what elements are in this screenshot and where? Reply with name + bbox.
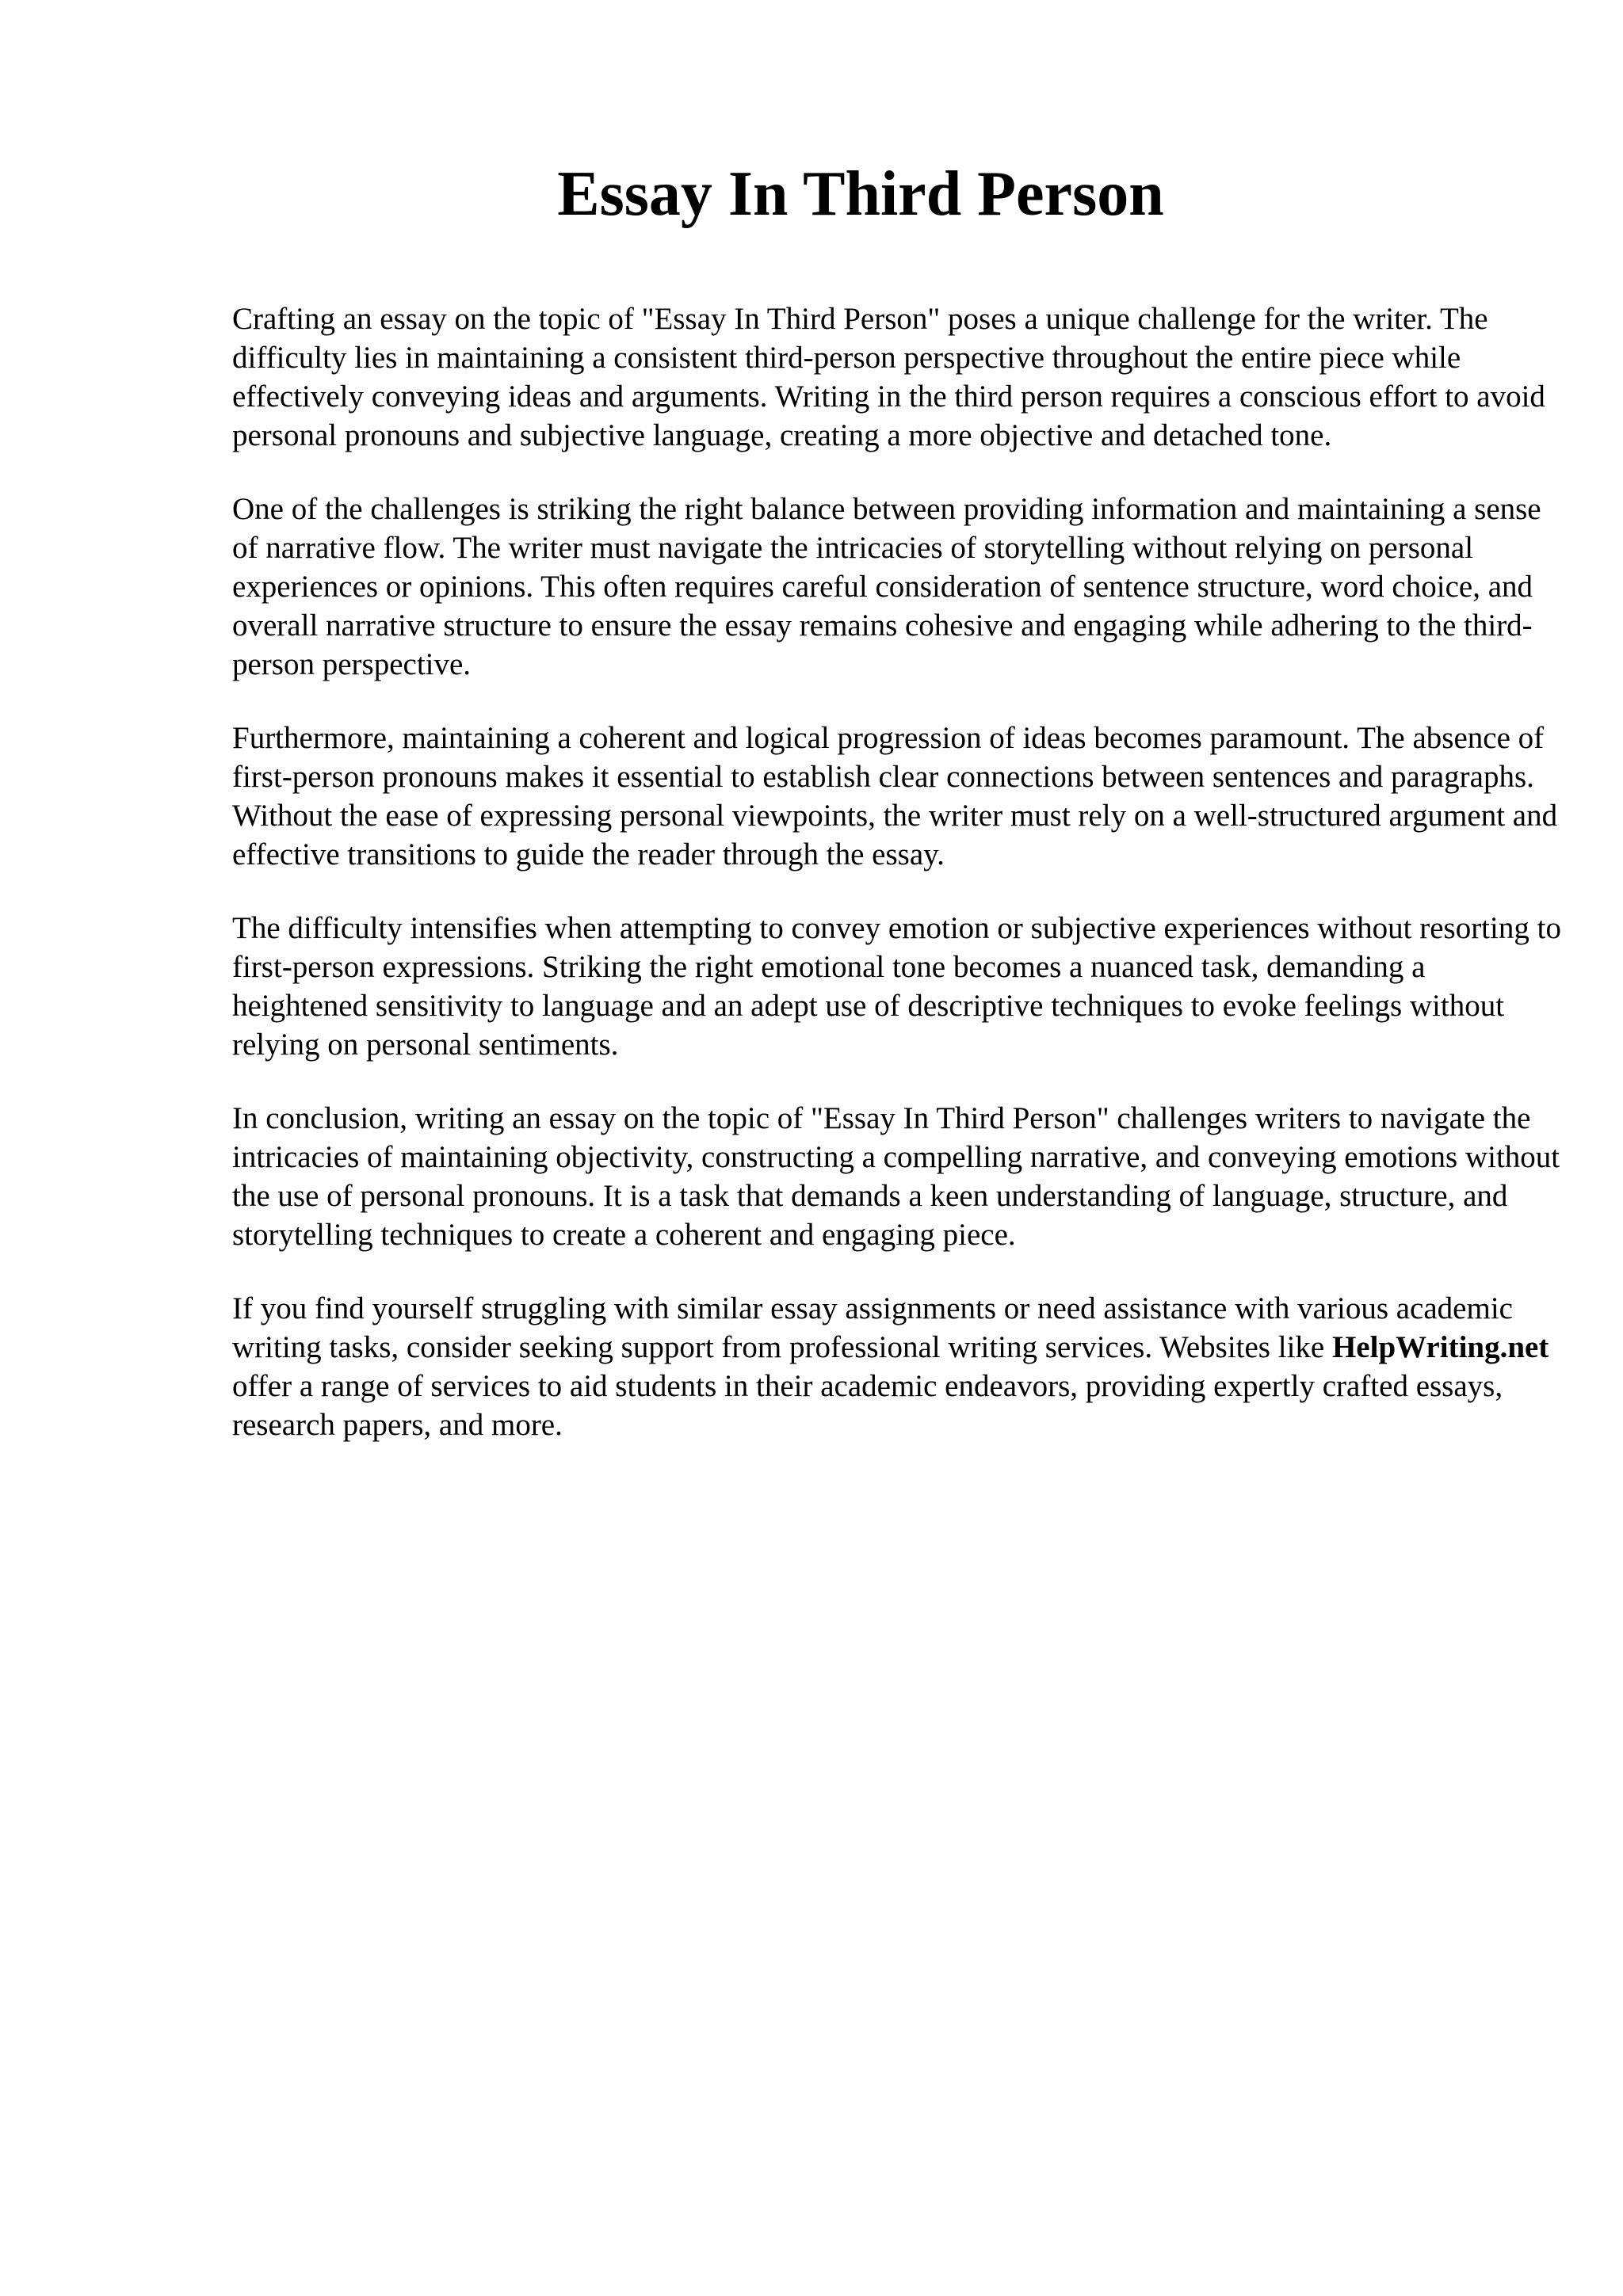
paragraph-logical-progression: Furthermore, maintaining a coherent and logical progression of ideas becomes paramount. The absence of first-person pronouns makes it essential to establish clear connections between sentences and paragraphs. Without the ease of expressing personal viewpoints, the writer must rely on a well-structured argument and effective transitions to guide the reader through the essay. (232, 721, 1558, 871)
closing-text-before: If you find yourself struggling with similar essay assignments or need assistance with various academic writing tasks, consider seeking support from professional writing services. Websites like (232, 1291, 1513, 1364)
closing-text-after: offer a range of services to aid students in their academic endeavors, providing expertly crafted essays, research papers, and more. (232, 1369, 1503, 1442)
paragraph-conclusion: In conclusion, writing an essay on the topic of "Essay In Third Person" challenges writers to navigate the intricacies of maintaining objectivity, constructing a compelling narrative, and conveying emotions without the use of personal pronouns. It is a task that demands a keen understanding of language, structure, and storytelling techniques to create a coherent and engaging piece. (232, 1101, 1560, 1252)
document-body (232, 299, 1564, 1479)
paragraph-narrative-balance: One of the challenges is striking the right balance between providing information and maintaining a sense of narrative flow. The writer must navigate the intricacies of storytelling without relying on personal experiences or opinions. This often requires careful consideration of sentence structure, word choice, and overall narrative structure to ensure the essay remains cohesive and engaging while adhering to the third-person perspective. (232, 492, 1541, 681)
paragraph-emotion: The difficulty intensifies when attempting to convey emotion or subjective experiences without resorting to first-person expressions. Striking the right emotional tone becomes a nuanced task, demanding a heightened sensitivity to language and an adept use of descriptive techniques to evoke feelings without relying on personal sentiments. (232, 911, 1561, 1062)
paragraph-intro: Crafting an essay on the topic of "Essay In Third Person" poses a unique challenge for the writer. The difficulty lies in maintaining a consistent third-person perspective throughout the entire piece while effectively conveying ideas and arguments. Writing in the third person requires a conscious effort to avoid personal pronouns and subjective language, creating a more objective and detached tone. (232, 302, 1545, 452)
paragraph-closing (232, 1289, 1564, 1444)
document-title: Essay In Third Person (557, 159, 1164, 229)
helpwriting-link[interactable]: HelpWriting.net (1331, 1330, 1549, 1364)
